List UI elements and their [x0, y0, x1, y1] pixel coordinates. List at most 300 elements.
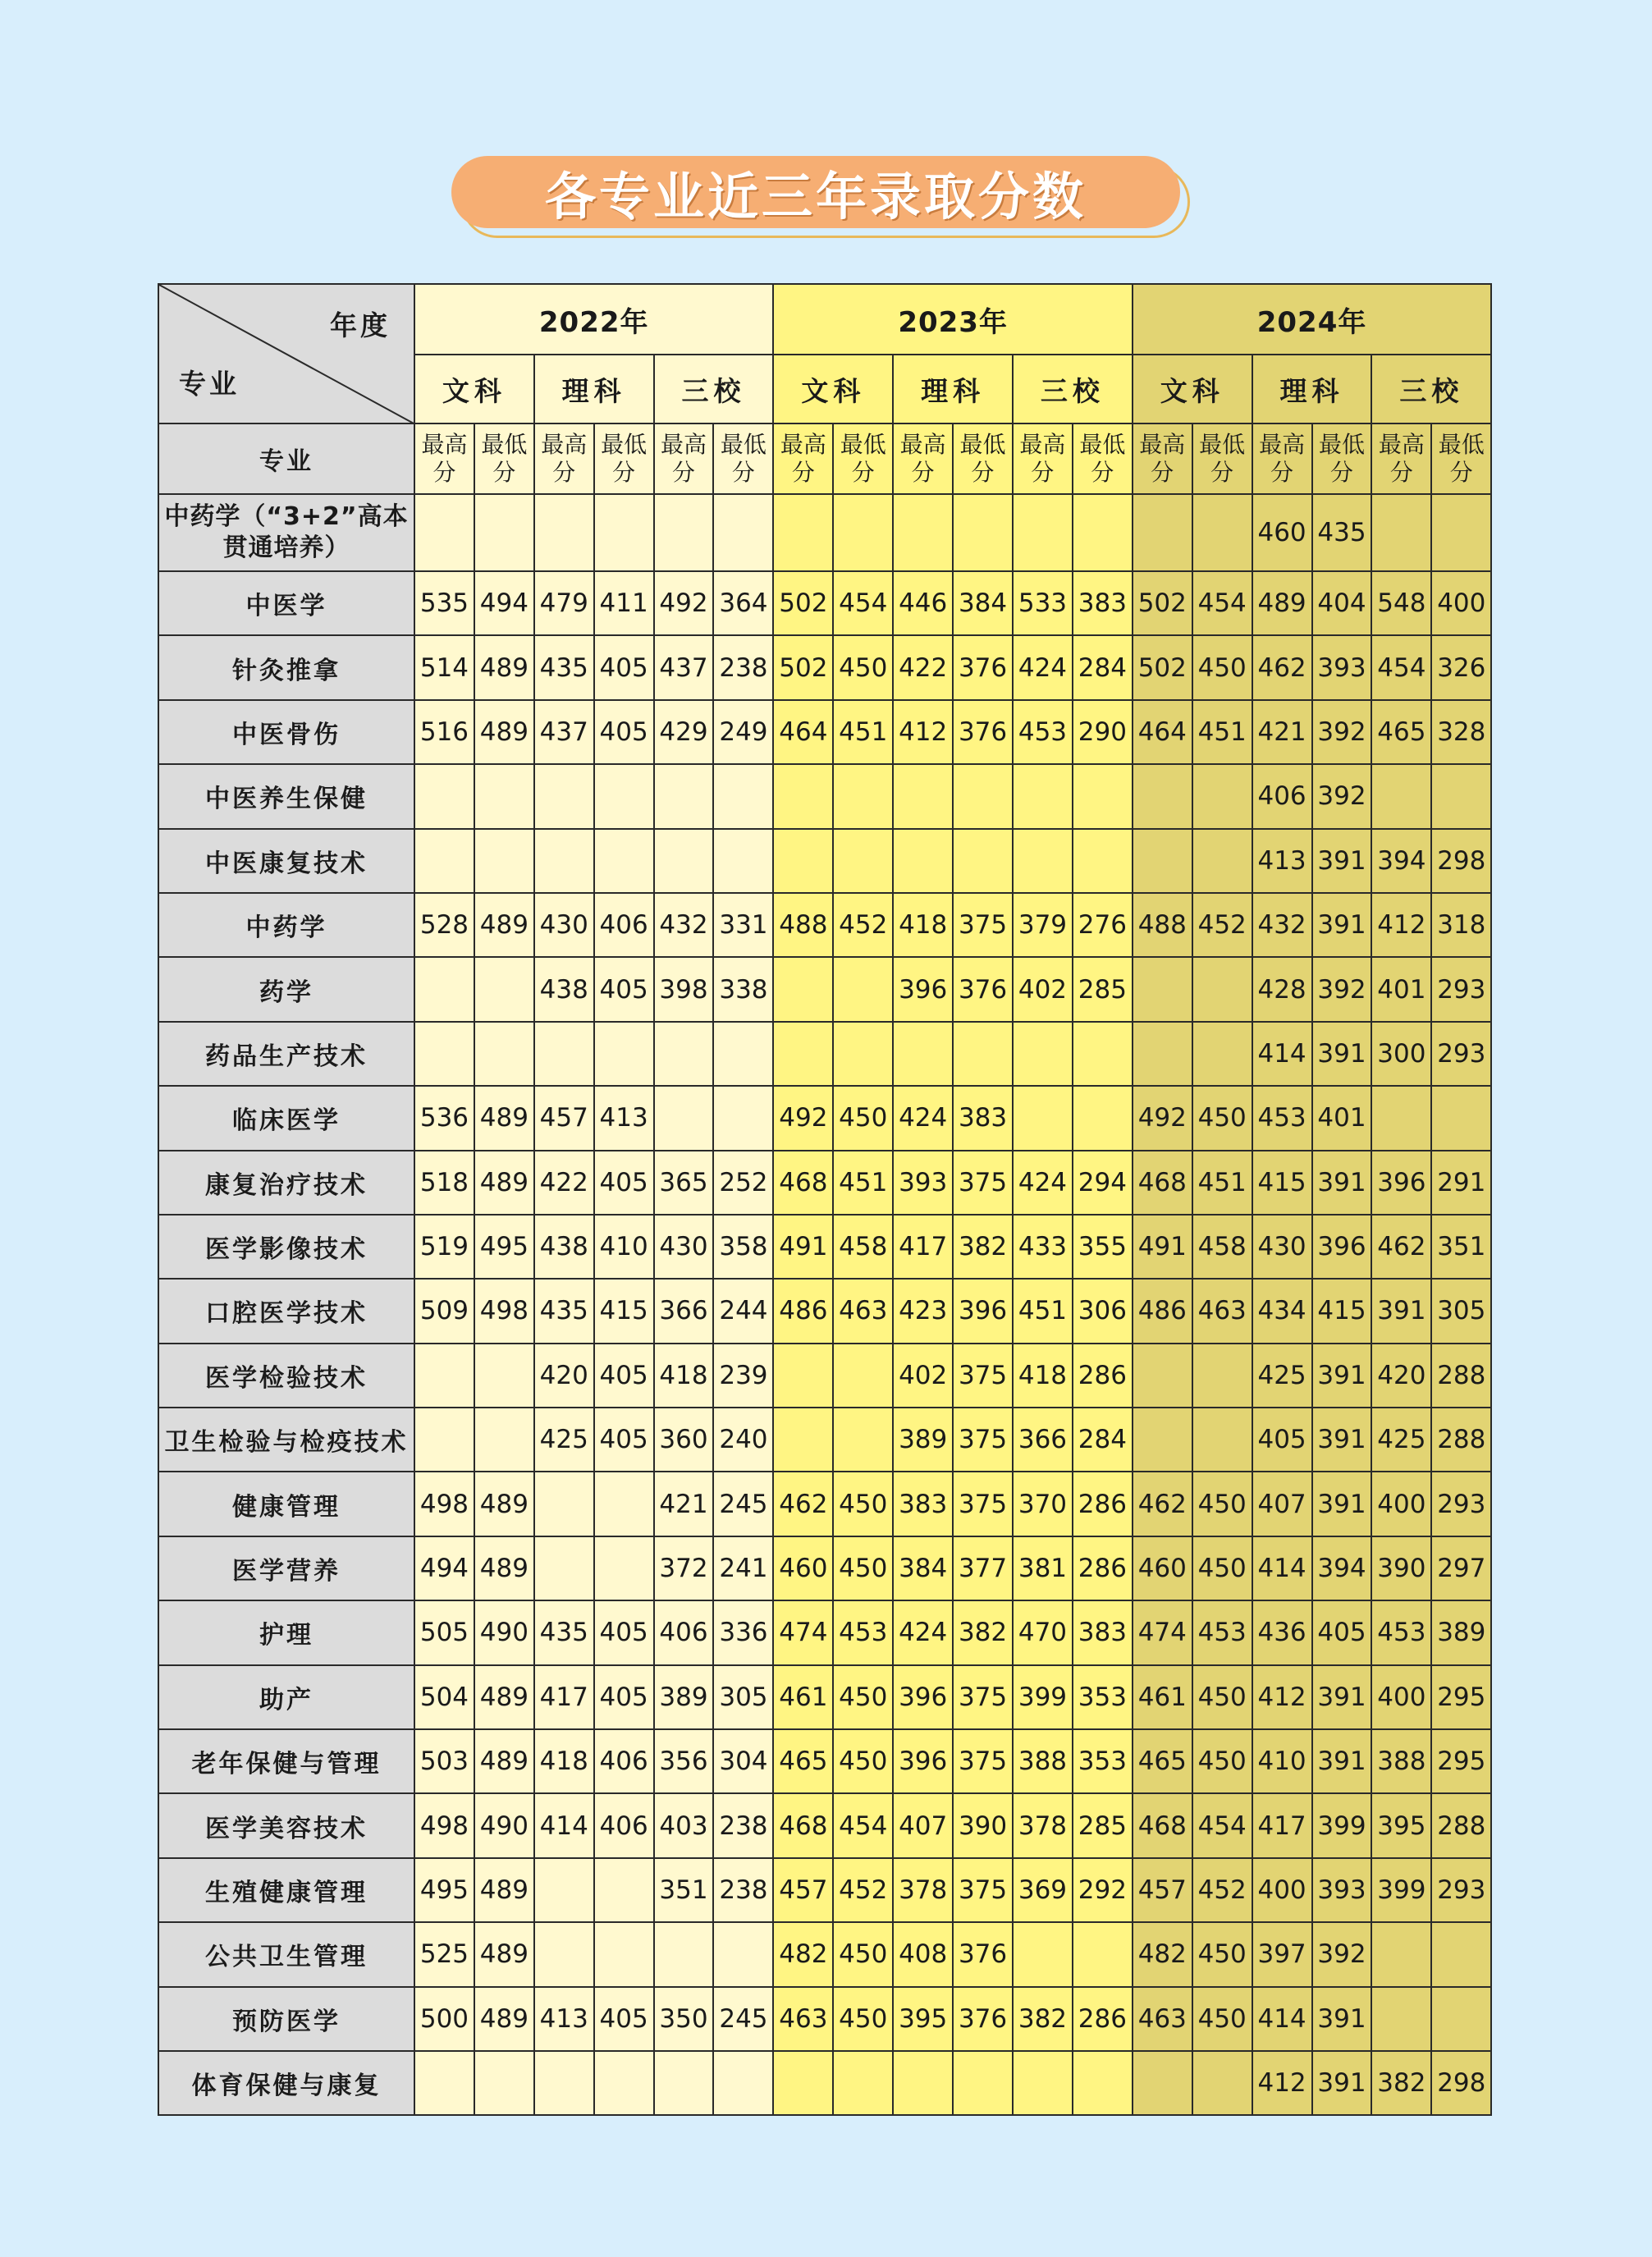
- max-score-header: 最高分: [654, 423, 714, 494]
- score-cell: 393: [1312, 1858, 1372, 1922]
- score-cell: 399: [1312, 1793, 1372, 1857]
- score-cell: 288: [1431, 1344, 1491, 1408]
- score-cell: [594, 1536, 654, 1600]
- score-cell: 489: [474, 1472, 534, 1536]
- score-cell: 395: [1371, 1793, 1431, 1857]
- score-cell: [1013, 1086, 1073, 1150]
- min-score-header: 最低分: [1192, 423, 1252, 494]
- score-cell: 238: [713, 1793, 773, 1857]
- major-name-cell: 医学营养: [158, 1536, 414, 1600]
- score-cell: 400: [1431, 571, 1491, 635]
- score-cell: [1371, 1987, 1431, 2051]
- score-cell: [414, 494, 474, 571]
- score-cell: 450: [833, 1472, 893, 1536]
- score-cell: [773, 829, 833, 893]
- score-cell: [893, 494, 953, 571]
- score-cell: 435: [1312, 494, 1372, 571]
- score-cell: 294: [1073, 1151, 1133, 1215]
- score-cell: [1133, 957, 1192, 1021]
- score-cell: 412: [1371, 893, 1431, 957]
- major-name-cell: 医学影像技术: [158, 1215, 414, 1279]
- score-cell: 458: [833, 1215, 893, 1279]
- score-cell: 502: [1133, 571, 1192, 635]
- score-cell: 450: [833, 1665, 893, 1729]
- score-cell: [1192, 957, 1252, 1021]
- score-cell: 382: [953, 1600, 1013, 1664]
- major-column-header: 专业: [158, 423, 414, 494]
- score-cell: 356: [654, 1729, 714, 1793]
- major-name-cell: 老年保健与管理: [158, 1729, 414, 1793]
- score-cell: [414, 1022, 474, 1086]
- score-cell: 375: [953, 893, 1013, 957]
- score-cell: 536: [414, 1086, 474, 1150]
- score-cell: [414, 1344, 474, 1408]
- score-cell: 402: [1013, 957, 1073, 1021]
- score-cell: 492: [654, 571, 714, 635]
- score-cell: 288: [1431, 1793, 1491, 1857]
- score-cell: [893, 1022, 953, 1086]
- score-cell: 384: [893, 1536, 953, 1600]
- score-cell: 300: [1371, 1022, 1431, 1086]
- score-cell: 292: [1073, 1858, 1133, 1922]
- score-cell: 245: [713, 1472, 773, 1536]
- score-cell: 468: [1133, 1151, 1192, 1215]
- score-cell: 434: [1252, 1279, 1312, 1343]
- score-cell: 489: [1252, 571, 1312, 635]
- score-cell: 390: [953, 1793, 1013, 1857]
- score-cell: [1371, 764, 1431, 828]
- major-name-cell: 药学: [158, 957, 414, 1021]
- score-cell: 417: [534, 1665, 594, 1729]
- score-cell: [1013, 1022, 1073, 1086]
- score-cell: 384: [953, 571, 1013, 635]
- score-cell: 406: [594, 1729, 654, 1793]
- score-cell: 451: [1013, 1279, 1073, 1343]
- score-cell: 276: [1073, 893, 1133, 957]
- score-cell: [654, 764, 714, 828]
- score-cell: 389: [1431, 1600, 1491, 1664]
- score-cell: 489: [474, 635, 534, 699]
- score-cell: 548: [1371, 571, 1431, 635]
- score-cell: [1431, 764, 1491, 828]
- score-cell: 479: [534, 571, 594, 635]
- table-row: [158, 1215, 1491, 1279]
- score-cell: 450: [1192, 635, 1252, 699]
- score-cell: 375: [953, 1472, 1013, 1536]
- table-row: [158, 1344, 1491, 1408]
- score-cell: [654, 494, 714, 571]
- score-cell: [474, 494, 534, 571]
- min-score-header: 最低分: [713, 423, 773, 494]
- score-cell: 488: [1133, 893, 1192, 957]
- score-cell: 406: [594, 893, 654, 957]
- score-cell: [534, 1858, 594, 1922]
- score-cell: 474: [1133, 1600, 1192, 1664]
- type-header: 三校: [1013, 355, 1133, 423]
- score-cell: 450: [1192, 1729, 1252, 1793]
- score-cell: 450: [1192, 1922, 1252, 1986]
- score-cell: 398: [654, 957, 714, 1021]
- score-cell: 452: [1192, 893, 1252, 957]
- title-banner: [451, 156, 1190, 238]
- score-cell: 425: [1371, 1408, 1431, 1472]
- score-cell: 405: [1252, 1408, 1312, 1472]
- score-cell: [1073, 829, 1133, 893]
- score-cell: 502: [773, 635, 833, 699]
- corner-year-label: 年度: [330, 309, 391, 341]
- score-cell: 500: [414, 1987, 474, 2051]
- score-cell: 405: [594, 1408, 654, 1472]
- score-cell: [773, 1408, 833, 1472]
- score-cell: 405: [594, 700, 654, 764]
- major-name-cell: 护理: [158, 1600, 414, 1664]
- score-cell: [594, 829, 654, 893]
- score-cell: 286: [1073, 1472, 1133, 1536]
- score-cell: 450: [833, 1536, 893, 1600]
- score-cell: 424: [1013, 635, 1073, 699]
- score-cell: 392: [1312, 1922, 1372, 1986]
- score-cell: [474, 829, 534, 893]
- score-cell: 414: [1252, 1536, 1312, 1600]
- table-row: [158, 893, 1491, 957]
- score-cell: 383: [893, 1472, 953, 1536]
- score-cell: [773, 764, 833, 828]
- score-cell: 376: [953, 700, 1013, 764]
- score-cell: [534, 764, 594, 828]
- score-cell: [1013, 1922, 1073, 1986]
- major-name-cell: 生殖健康管理: [158, 1858, 414, 1922]
- score-cell: 453: [833, 1600, 893, 1664]
- score-cell: 425: [534, 1408, 594, 1472]
- score-cell: 401: [1371, 957, 1431, 1021]
- score-cell: [414, 764, 474, 828]
- score-cell: 239: [713, 1344, 773, 1408]
- score-cell: 391: [1312, 893, 1372, 957]
- major-name-cell: 中药学（“3+2”高本贯通培养）: [158, 494, 414, 571]
- major-name-cell: 体育保健与康复: [158, 2051, 414, 2115]
- type-header: 三校: [1371, 355, 1491, 423]
- score-cell: 457: [773, 1858, 833, 1922]
- major-name-cell: 临床医学: [158, 1086, 414, 1150]
- score-cell: 397: [1252, 1922, 1312, 1986]
- score-cell: 423: [893, 1279, 953, 1343]
- score-cell: 450: [833, 1729, 893, 1793]
- score-cell: 400: [1371, 1472, 1431, 1536]
- score-cell: 446: [893, 571, 953, 635]
- score-cell: 400: [1252, 1858, 1312, 1922]
- score-cell: 350: [654, 1987, 714, 2051]
- max-score-header: 最高分: [1252, 423, 1312, 494]
- score-cell: [594, 2051, 654, 2115]
- score-cell: 415: [594, 1279, 654, 1343]
- score-cell: 406: [654, 1600, 714, 1664]
- score-cell: 422: [893, 635, 953, 699]
- score-cell: 430: [534, 893, 594, 957]
- score-cell: 435: [534, 1600, 594, 1664]
- min-score-header: 最低分: [833, 423, 893, 494]
- score-cell: 489: [474, 1086, 534, 1150]
- score-cell: 353: [1073, 1665, 1133, 1729]
- score-cell: [1133, 1022, 1192, 1086]
- table-row: [158, 957, 1491, 1021]
- score-cell: 391: [1312, 829, 1372, 893]
- score-cell: 457: [1133, 1858, 1192, 1922]
- score-cell: 463: [1192, 1279, 1252, 1343]
- score-cell: 435: [534, 635, 594, 699]
- score-cell: [414, 2051, 474, 2115]
- major-name-cell: 中医骨伤: [158, 700, 414, 764]
- type-header: 文科: [773, 355, 893, 423]
- score-cell: [654, 1922, 714, 1986]
- score-cell: [773, 1022, 833, 1086]
- score-cell: [1133, 2051, 1192, 2115]
- score-cell: [654, 2051, 714, 2115]
- min-score-header: 最低分: [1073, 423, 1133, 494]
- score-cell: [1133, 1344, 1192, 1408]
- score-cell: [1133, 764, 1192, 828]
- score-cell: 405: [594, 1344, 654, 1408]
- major-name-cell: 口腔医学技术: [158, 1279, 414, 1343]
- score-cell: 391: [1312, 2051, 1372, 2115]
- score-cell: 392: [1312, 957, 1372, 1021]
- max-score-header: 最高分: [893, 423, 953, 494]
- score-cell: 405: [1312, 1600, 1372, 1664]
- score-cell: 412: [893, 700, 953, 764]
- score-cell: 528: [414, 893, 474, 957]
- score-cell: 525: [414, 1922, 474, 1986]
- score-cell: 420: [534, 1344, 594, 1408]
- score-cell: [893, 764, 953, 828]
- score-cell: 491: [1133, 1215, 1192, 1279]
- score-cell: [713, 1022, 773, 1086]
- score-cell: 355: [1073, 1215, 1133, 1279]
- score-cell: 388: [1013, 1729, 1073, 1793]
- score-cell: 452: [833, 1858, 893, 1922]
- score-cell: [1431, 1086, 1491, 1150]
- table-row: [158, 494, 1491, 571]
- score-cell: 375: [953, 1344, 1013, 1408]
- table-row: [158, 1793, 1491, 1857]
- score-cell: 382: [1371, 2051, 1431, 2115]
- score-cell: 430: [654, 1215, 714, 1279]
- score-cell: 391: [1312, 1987, 1372, 2051]
- score-cell: [654, 829, 714, 893]
- type-header: 理科: [893, 355, 1013, 423]
- score-cell: [833, 1022, 893, 1086]
- max-score-header: 最高分: [1133, 423, 1192, 494]
- score-cell: 438: [534, 957, 594, 1021]
- score-cell: 286: [1073, 1536, 1133, 1600]
- score-cell: 393: [1312, 635, 1372, 699]
- score-cell: 474: [773, 1600, 833, 1664]
- score-cell: 457: [534, 1086, 594, 1150]
- score-cell: [1371, 494, 1431, 571]
- score-cell: 295: [1431, 1729, 1491, 1793]
- score-cell: 417: [1252, 1793, 1312, 1857]
- score-cell: 413: [1252, 829, 1312, 893]
- score-cell: 405: [594, 1151, 654, 1215]
- table-row: [158, 1858, 1491, 1922]
- score-cell: 502: [1133, 635, 1192, 699]
- table-row: [158, 700, 1491, 764]
- major-name-cell: 中医学: [158, 571, 414, 635]
- score-cell: 533: [1013, 571, 1073, 635]
- score-cell: 391: [1312, 1151, 1372, 1215]
- major-name-cell: 公共卫生管理: [158, 1922, 414, 1986]
- score-cell: 462: [1371, 1215, 1431, 1279]
- score-cell: 482: [773, 1922, 833, 1986]
- score-cell: 414: [534, 1793, 594, 1857]
- score-cell: [833, 829, 893, 893]
- score-cell: [1431, 1922, 1491, 1986]
- score-cell: 489: [474, 1536, 534, 1600]
- table-row: [158, 1086, 1491, 1150]
- score-cell: 391: [1312, 1729, 1372, 1793]
- score-cell: 490: [474, 1793, 534, 1857]
- score-cell: [1073, 1086, 1133, 1150]
- score-cell: 413: [534, 1987, 594, 2051]
- page-title: 各专业近三年录取分数: [451, 156, 1180, 228]
- score-cell: 489: [474, 700, 534, 764]
- score-cell: 388: [1371, 1729, 1431, 1793]
- score-cell: 375: [953, 1729, 1013, 1793]
- table-row: [158, 829, 1491, 893]
- score-cell: 451: [833, 1151, 893, 1215]
- score-cell: [713, 1922, 773, 1986]
- score-cell: 383: [953, 1086, 1013, 1150]
- table-row: [158, 1922, 1491, 1986]
- score-cell: [1073, 764, 1133, 828]
- score-cell: [1192, 1344, 1252, 1408]
- score-cell: 462: [1133, 1472, 1192, 1536]
- min-score-header: 最低分: [1431, 423, 1491, 494]
- score-cell: [953, 764, 1013, 828]
- score-cell: 428: [1252, 957, 1312, 1021]
- score-cell: 403: [654, 1793, 714, 1857]
- score-cell: [1192, 1408, 1252, 1472]
- score-cell: 391: [1312, 1665, 1372, 1729]
- score-cell: 425: [1252, 1344, 1312, 1408]
- score-cell: 494: [474, 571, 534, 635]
- score-cell: 410: [1252, 1729, 1312, 1793]
- score-cell: 492: [1133, 1086, 1192, 1150]
- major-name-cell: 医学检验技术: [158, 1344, 414, 1408]
- score-cell: [474, 1344, 534, 1408]
- table-row: [158, 1536, 1491, 1600]
- max-score-header: 最高分: [414, 423, 474, 494]
- score-cell: 295: [1431, 1665, 1491, 1729]
- score-cell: 366: [654, 1279, 714, 1343]
- score-cell: 451: [833, 700, 893, 764]
- score-cell: 491: [773, 1215, 833, 1279]
- score-cell: 376: [953, 1987, 1013, 2051]
- score-cell: 394: [1371, 829, 1431, 893]
- score-cell: [1192, 494, 1252, 571]
- score-cell: 383: [1073, 1600, 1133, 1664]
- score-cell: [654, 1086, 714, 1150]
- score-cell: 503: [414, 1729, 474, 1793]
- score-cell: 336: [713, 1600, 773, 1664]
- score-cell: 438: [534, 1215, 594, 1279]
- score-cell: 504: [414, 1665, 474, 1729]
- score-cell: 464: [773, 700, 833, 764]
- table-row: [158, 1987, 1491, 2051]
- score-cell: 490: [474, 1600, 534, 1664]
- admission-score-table: [158, 283, 1492, 2116]
- score-cell: [594, 494, 654, 571]
- score-cell: 415: [1312, 1279, 1372, 1343]
- score-cell: 489: [474, 1729, 534, 1793]
- score-cell: 488: [773, 893, 833, 957]
- score-cell: 328: [1431, 700, 1491, 764]
- table-row: [158, 1472, 1491, 1536]
- score-cell: [1073, 1922, 1133, 1986]
- score-cell: 505: [414, 1600, 474, 1664]
- score-cell: 297: [1431, 1536, 1491, 1600]
- score-cell: 318: [1431, 893, 1491, 957]
- score-cell: [654, 1022, 714, 1086]
- score-cell: 450: [1192, 1987, 1252, 2051]
- score-cell: 376: [953, 1922, 1013, 1986]
- score-cell: 401: [1312, 1086, 1372, 1150]
- score-cell: [1013, 2051, 1073, 2115]
- major-name-cell: 药品生产技术: [158, 1022, 414, 1086]
- score-cell: 424: [893, 1086, 953, 1150]
- score-cell: 407: [1252, 1472, 1312, 1536]
- score-cell: 454: [1192, 1793, 1252, 1857]
- score-cell: 450: [1192, 1536, 1252, 1600]
- score-cell: 390: [1371, 1536, 1431, 1600]
- score-cell: 389: [893, 1408, 953, 1472]
- score-cell: 482: [1133, 1922, 1192, 1986]
- score-cell: 396: [953, 1279, 1013, 1343]
- score-cell: [1192, 1022, 1252, 1086]
- score-cell: 489: [474, 1858, 534, 1922]
- score-cell: 461: [1133, 1665, 1192, 1729]
- score-cell: [833, 2051, 893, 2115]
- score-cell: 470: [1013, 1600, 1073, 1664]
- score-cell: 306: [1073, 1279, 1133, 1343]
- score-cell: [773, 957, 833, 1021]
- score-cell: 395: [893, 1987, 953, 2051]
- corner-major-label: 专业: [179, 368, 240, 400]
- type-header: 文科: [1133, 355, 1252, 423]
- score-cell: 424: [1013, 1151, 1073, 1215]
- score-cell: 418: [1013, 1344, 1073, 1408]
- score-cell: 286: [1073, 1987, 1133, 2051]
- score-cell: 375: [953, 1858, 1013, 1922]
- score-cell: 429: [654, 700, 714, 764]
- score-cell: 411: [594, 571, 654, 635]
- score-cell: 238: [713, 635, 773, 699]
- major-name-cell: 中药学: [158, 893, 414, 957]
- score-cell: 436: [1252, 1600, 1312, 1664]
- score-cell: 365: [654, 1151, 714, 1215]
- score-cell: 489: [474, 1987, 534, 2051]
- score-cell: [534, 2051, 594, 2115]
- score-cell: 453: [1013, 700, 1073, 764]
- score-cell: 414: [1252, 1022, 1312, 1086]
- max-score-header: 最高分: [534, 423, 594, 494]
- score-cell: 458: [1192, 1215, 1252, 1279]
- score-cell: 392: [1312, 700, 1372, 764]
- year-header-2023: 2023年: [773, 284, 1132, 355]
- score-cell: 430: [1252, 1215, 1312, 1279]
- score-cell: 405: [594, 1665, 654, 1729]
- score-cell: 305: [713, 1665, 773, 1729]
- score-cell: 366: [1013, 1408, 1073, 1472]
- score-cell: 238: [713, 1858, 773, 1922]
